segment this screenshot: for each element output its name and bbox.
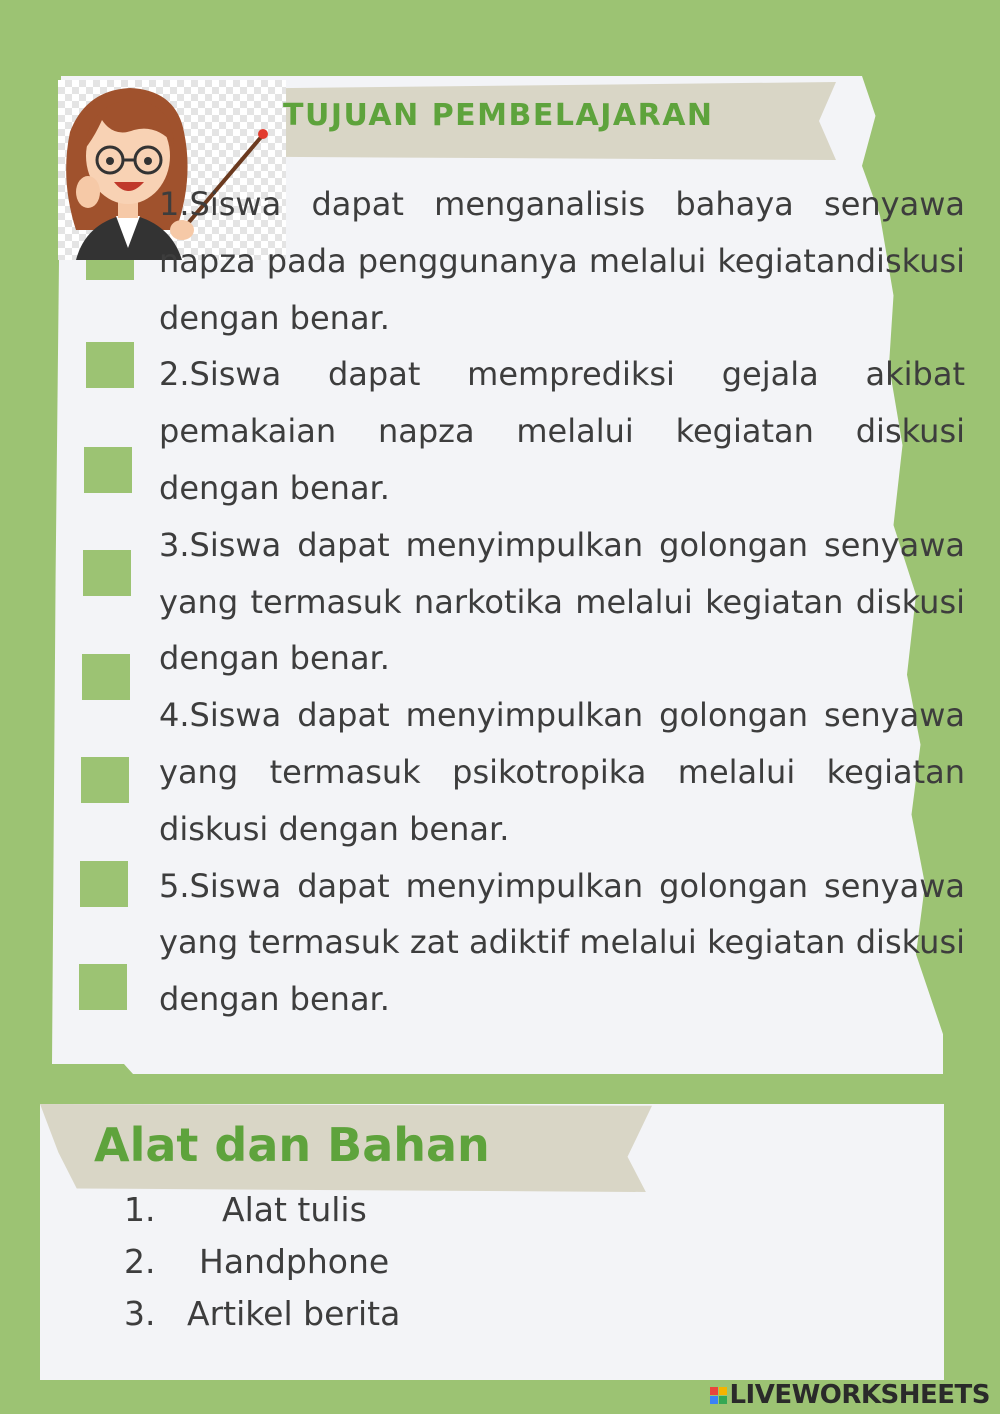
tool-number: 2. xyxy=(124,1242,156,1281)
objectives-list xyxy=(159,176,965,1028)
tool-item xyxy=(124,1294,401,1333)
binder-square xyxy=(79,964,127,1010)
tool-label: Artikel berita xyxy=(187,1294,401,1333)
watermark-text: LIVEWORKSHEETS xyxy=(729,1380,990,1410)
tool-label: Alat tulis xyxy=(222,1190,367,1229)
objective-item: 3.Siswa dapat menyimpulkan golongan senyawa yang termasuk narkotika melalui kegiatan diskusi dengan benar. xyxy=(159,525,965,678)
binder-square xyxy=(80,861,128,907)
objective-item: 5.Siswa dapat menyimpulkan golongan senyawa yang termasuk zat adiktif melalui kegiatan diskusi dengan benar. xyxy=(159,866,965,1019)
objective-item: 1.Siswa dapat menganalisis bahaya senyawa napza pada penggunanya melalui kegiatandiskusi dengan benar. xyxy=(159,185,965,337)
tool-label: Handphone xyxy=(199,1242,390,1281)
binder-square xyxy=(86,342,134,388)
liveworksheets-watermark[interactable] xyxy=(710,1380,990,1410)
binder-square xyxy=(82,654,130,700)
objective-item: 4.Siswa dapat menyimpulkan golongan senyawa yang termasuk psikotropika melalui kegiatan diskusi dengan benar. xyxy=(159,696,965,848)
tool-item xyxy=(124,1242,390,1281)
objectives-title: TUJUAN PEMBELAJARAN xyxy=(283,98,714,133)
tools-title: Alat dan Bahan xyxy=(94,1118,490,1172)
binder-square xyxy=(84,447,132,493)
liveworksheets-logo-icon xyxy=(710,1387,727,1404)
binder-square xyxy=(81,757,129,803)
tool-number: 1. xyxy=(124,1190,156,1229)
binder-square xyxy=(83,550,131,596)
tool-number: 3. xyxy=(124,1294,156,1333)
tool-item xyxy=(124,1190,367,1229)
objective-item: 2.Siswa dapat memprediksi gejala akibat pemakaian napza melalui kegiatan diskusi dengan benar. xyxy=(159,355,965,507)
